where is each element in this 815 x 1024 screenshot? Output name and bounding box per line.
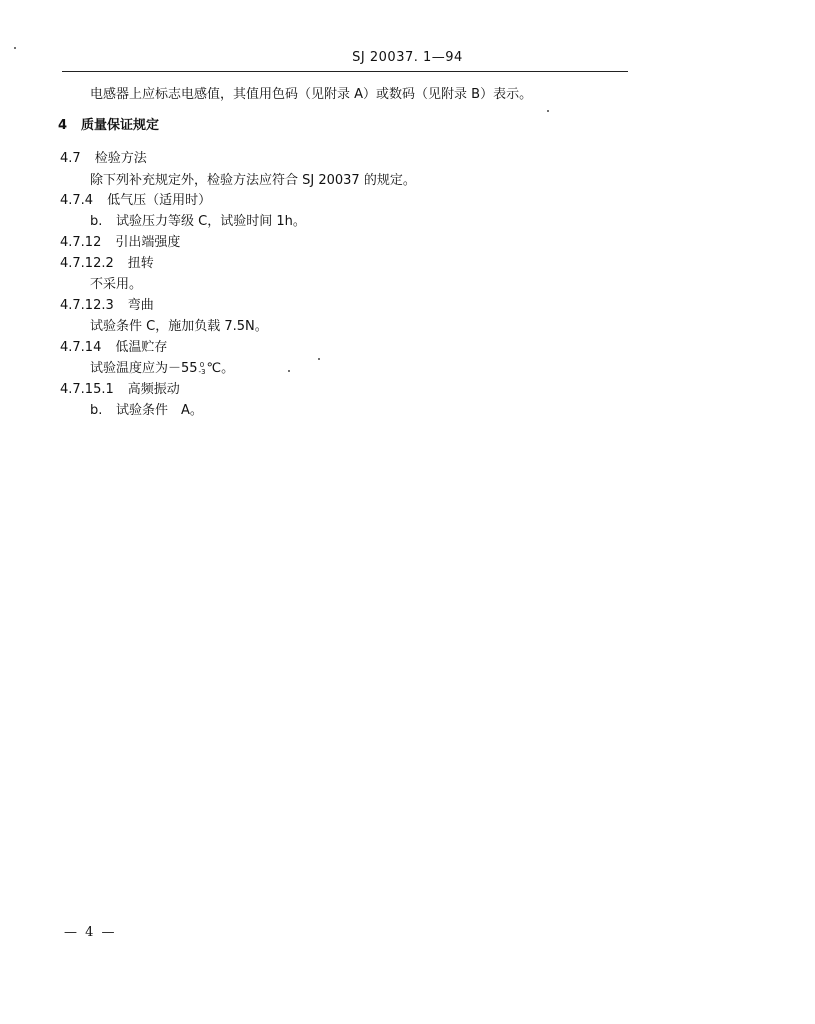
clause-title: 低温贮存 [115, 340, 168, 355]
clause-4-7-15-1-heading [60, 382, 180, 398]
clause-number: 4.7.14 [60, 340, 102, 355]
header-rule [62, 71, 628, 72]
clause-number: 4.7 [60, 151, 81, 166]
clause-4-7-4-item-b [90, 214, 306, 230]
clause-4-7-12-3-text [90, 319, 268, 335]
item-text: 试验压力等级 C，试验时间 1h。 [116, 214, 306, 229]
tolerance-upper: 0 [199, 360, 205, 369]
clause-title: 高频振动 [127, 382, 180, 397]
clause-4-7-12-2-text [90, 277, 142, 293]
scan-speck [318, 358, 320, 360]
clause-number: 4.7.12.2 [60, 256, 114, 271]
clause-text: 不采用。 [90, 277, 143, 292]
clause-4-7-15-1-item-b [90, 403, 203, 419]
marking-text: 电感器上应标志电感值，其值用色码（见附录 A）或数码（见附录 B）表示。 [90, 87, 533, 102]
clause-4-7-12-3-heading [60, 298, 154, 314]
clause-number: 4.7.4 [60, 193, 94, 208]
clause-title: 引出端强度 [115, 235, 181, 250]
clause-title: 检验方法 [94, 151, 147, 166]
clause-4-7-12-heading [60, 235, 180, 251]
item-letter: b. [90, 403, 103, 418]
marking-paragraph [90, 87, 532, 103]
page-number: — 4 — [64, 925, 117, 940]
document-number: SJ 20037. 1—94 [352, 50, 463, 65]
clause-4-7-14-heading [60, 340, 167, 356]
scan-speck [547, 110, 549, 112]
scan-speck [288, 370, 290, 372]
clause-title: 扭转 [127, 256, 154, 271]
section-4-heading [58, 118, 159, 134]
section-title: 质量保证规定 [81, 118, 160, 133]
clause-4-7-4-heading [60, 193, 211, 209]
temperature-unit: ℃。 [206, 361, 235, 376]
clause-number: 4.7.15.1 [60, 382, 114, 397]
page-header [0, 50, 815, 65]
clause-text: 除下列补充规定外，检验方法应符合 SJ 20037 的规定。 [90, 173, 416, 188]
tolerance-lower: -3 [198, 367, 206, 376]
clause-4-7-heading [60, 151, 147, 167]
clause-text: 试验温度应为－55 [90, 361, 198, 376]
scan-speck [14, 47, 16, 49]
section-number: 4 [58, 118, 68, 133]
clause-number: 4.7.12.3 [60, 298, 114, 313]
clause-title: 低气压（适用时） [107, 193, 212, 208]
clause-4-7-text [90, 173, 416, 189]
item-text: 试验条件 A。 [116, 403, 203, 418]
page-footer [64, 925, 117, 940]
clause-number: 4.7.12 [60, 235, 102, 250]
temperature-tolerance [199, 362, 206, 376]
clause-4-7-12-2-heading [60, 256, 154, 272]
clause-text: 试验条件 C，施加负载 7.5N。 [90, 319, 268, 334]
clause-4-7-14-text [90, 361, 234, 377]
item-letter: b. [90, 214, 103, 229]
clause-title: 弯曲 [127, 298, 154, 313]
